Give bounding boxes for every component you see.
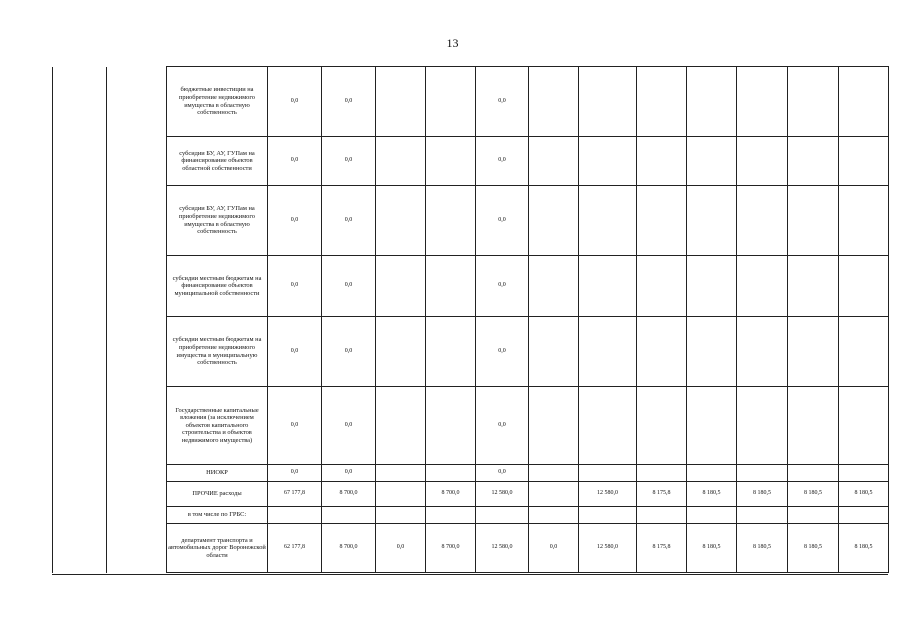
row-label: субсидии БУ, АУ, ГУПам на приобретение недвижимого имущества в областную собственность xyxy=(167,186,268,256)
row-label: ПРОЧИЕ расходы xyxy=(167,482,268,507)
value-cell xyxy=(376,186,426,256)
value-cell xyxy=(376,482,426,507)
value-cell xyxy=(839,256,889,317)
value-cell xyxy=(529,137,579,186)
value-cell: 0,0 xyxy=(268,317,322,387)
value-cell xyxy=(529,387,579,465)
value-cell: 0,0 xyxy=(322,465,376,482)
value-cell xyxy=(637,186,687,256)
value-cell xyxy=(529,507,579,524)
value-cell xyxy=(788,387,839,465)
value-cell xyxy=(788,186,839,256)
table-row xyxy=(53,67,889,137)
table-row xyxy=(53,317,889,387)
value-cell xyxy=(687,256,737,317)
row-label: бюджетные инвестиции на приобретение недвижимого имущества в областную собственность xyxy=(167,67,268,137)
value-cell: 0,0 xyxy=(476,256,529,317)
table-row xyxy=(53,507,889,524)
value-cell xyxy=(376,317,426,387)
value-cell xyxy=(376,137,426,186)
value-cell: 0,0 xyxy=(268,387,322,465)
value-cell xyxy=(737,465,788,482)
value-cell xyxy=(529,186,579,256)
value-cell: 0,0 xyxy=(322,67,376,137)
value-cell xyxy=(376,387,426,465)
value-cell xyxy=(637,67,687,137)
row-label: субсидии БУ, АУ, ГУПам на финансирование объектов областной собственности xyxy=(167,137,268,186)
value-cell xyxy=(839,387,889,465)
budget-table xyxy=(52,66,889,573)
value-cell xyxy=(839,67,889,137)
table-row xyxy=(53,137,889,186)
value-cell xyxy=(788,465,839,482)
value-cell xyxy=(579,256,637,317)
value-cell: 0,0 xyxy=(476,137,529,186)
value-cell xyxy=(788,317,839,387)
value-cell xyxy=(687,137,737,186)
value-cell: 0,0 xyxy=(322,387,376,465)
value-cell: 0,0 xyxy=(322,137,376,186)
value-cell: 8 180,5 xyxy=(788,524,839,573)
value-cell xyxy=(737,507,788,524)
value-cell xyxy=(426,317,476,387)
value-cell xyxy=(737,137,788,186)
row-label: субсидии местным бюджетам на финансирование объектов муниципальной собственности xyxy=(167,256,268,317)
value-cell: 0,0 xyxy=(476,67,529,137)
value-cell xyxy=(788,507,839,524)
value-cell: 62 177,8 xyxy=(268,524,322,573)
value-cell xyxy=(579,186,637,256)
value-cell xyxy=(687,317,737,387)
value-cell xyxy=(737,387,788,465)
value-cell xyxy=(788,256,839,317)
value-cell: 0,0 xyxy=(476,465,529,482)
table-row xyxy=(53,387,889,465)
value-cell xyxy=(637,317,687,387)
value-cell: 8 700,0 xyxy=(322,524,376,573)
value-cell xyxy=(426,137,476,186)
value-cell xyxy=(529,317,579,387)
value-cell xyxy=(737,256,788,317)
value-cell xyxy=(529,67,579,137)
value-cell xyxy=(637,465,687,482)
table-row xyxy=(53,482,889,507)
value-cell xyxy=(376,256,426,317)
value-cell: 8 175,8 xyxy=(637,524,687,573)
table-row xyxy=(53,186,889,256)
value-cell xyxy=(737,67,788,137)
table-body xyxy=(53,67,889,573)
row-label: субсидии местным бюджетам на приобретение недвижимого имущества в муниципальную собственность xyxy=(167,317,268,387)
value-cell xyxy=(687,387,737,465)
row-label: НИОКР xyxy=(167,465,268,482)
value-cell: 0,0 xyxy=(529,524,579,573)
value-cell xyxy=(737,317,788,387)
value-cell xyxy=(839,186,889,256)
value-cell xyxy=(426,186,476,256)
value-cell xyxy=(579,317,637,387)
value-cell xyxy=(637,137,687,186)
value-cell xyxy=(687,186,737,256)
value-cell xyxy=(529,465,579,482)
value-cell: 0,0 xyxy=(376,524,426,573)
value-cell: 0,0 xyxy=(268,137,322,186)
value-cell xyxy=(737,186,788,256)
value-cell xyxy=(839,317,889,387)
value-cell: 12 580,0 xyxy=(579,524,637,573)
value-cell xyxy=(426,67,476,137)
value-cell: 8 700,0 xyxy=(426,524,476,573)
value-cell: 8 180,5 xyxy=(687,524,737,573)
value-cell: 8 180,5 xyxy=(788,482,839,507)
value-cell xyxy=(839,507,889,524)
value-cell xyxy=(579,137,637,186)
outer-column-b xyxy=(107,67,167,573)
value-cell xyxy=(637,256,687,317)
value-cell: 67 177,8 xyxy=(268,482,322,507)
value-cell: 0,0 xyxy=(476,317,529,387)
value-cell: 0,0 xyxy=(476,387,529,465)
value-cell xyxy=(637,387,687,465)
row-label: Государственные капитальные вложения (за исключением объектов капитального строительства и объектов недвижимого имущества) xyxy=(167,387,268,465)
value-cell xyxy=(322,507,376,524)
value-cell xyxy=(376,465,426,482)
value-cell: 8 180,5 xyxy=(737,482,788,507)
value-cell: 0,0 xyxy=(322,317,376,387)
table-bottom-border xyxy=(52,574,888,575)
value-cell: 8 700,0 xyxy=(426,482,476,507)
value-cell: 12 580,0 xyxy=(579,482,637,507)
table-row xyxy=(53,524,889,573)
value-cell: 8 180,5 xyxy=(737,524,788,573)
row-label: в том числе по ГРБС: xyxy=(167,507,268,524)
value-cell xyxy=(687,67,737,137)
value-cell xyxy=(579,67,637,137)
value-cell xyxy=(529,482,579,507)
value-cell: 0,0 xyxy=(268,465,322,482)
value-cell xyxy=(426,256,476,317)
value-cell: 0,0 xyxy=(268,67,322,137)
value-cell xyxy=(637,507,687,524)
value-cell: 8 180,5 xyxy=(839,524,889,573)
value-cell xyxy=(426,387,476,465)
outer-column-a xyxy=(53,67,107,573)
value-cell: 0,0 xyxy=(268,186,322,256)
page-number: 13 xyxy=(446,36,459,50)
value-cell xyxy=(788,137,839,186)
value-cell: 8 180,5 xyxy=(839,482,889,507)
value-cell xyxy=(529,256,579,317)
value-cell: 0,0 xyxy=(322,186,376,256)
value-cell xyxy=(579,507,637,524)
value-cell: 0,0 xyxy=(322,256,376,317)
value-cell: 12 580,0 xyxy=(476,524,529,573)
row-label: департамент транспорта и автомобильных дорог Воронежской области xyxy=(167,524,268,573)
value-cell: 8 700,0 xyxy=(322,482,376,507)
value-cell xyxy=(839,137,889,186)
value-cell xyxy=(376,67,426,137)
value-cell xyxy=(579,387,637,465)
value-cell xyxy=(579,465,637,482)
value-cell: 8 175,8 xyxy=(637,482,687,507)
value-cell xyxy=(476,507,529,524)
value-cell xyxy=(687,507,737,524)
value-cell: 0,0 xyxy=(268,256,322,317)
value-cell xyxy=(687,465,737,482)
value-cell xyxy=(426,507,476,524)
table-row xyxy=(53,465,889,482)
table-row xyxy=(53,256,889,317)
value-cell: 8 180,5 xyxy=(687,482,737,507)
value-cell xyxy=(376,507,426,524)
value-cell xyxy=(788,67,839,137)
value-cell xyxy=(426,465,476,482)
value-cell: 0,0 xyxy=(476,186,529,256)
value-cell xyxy=(839,465,889,482)
value-cell xyxy=(268,507,322,524)
value-cell: 12 580,0 xyxy=(476,482,529,507)
